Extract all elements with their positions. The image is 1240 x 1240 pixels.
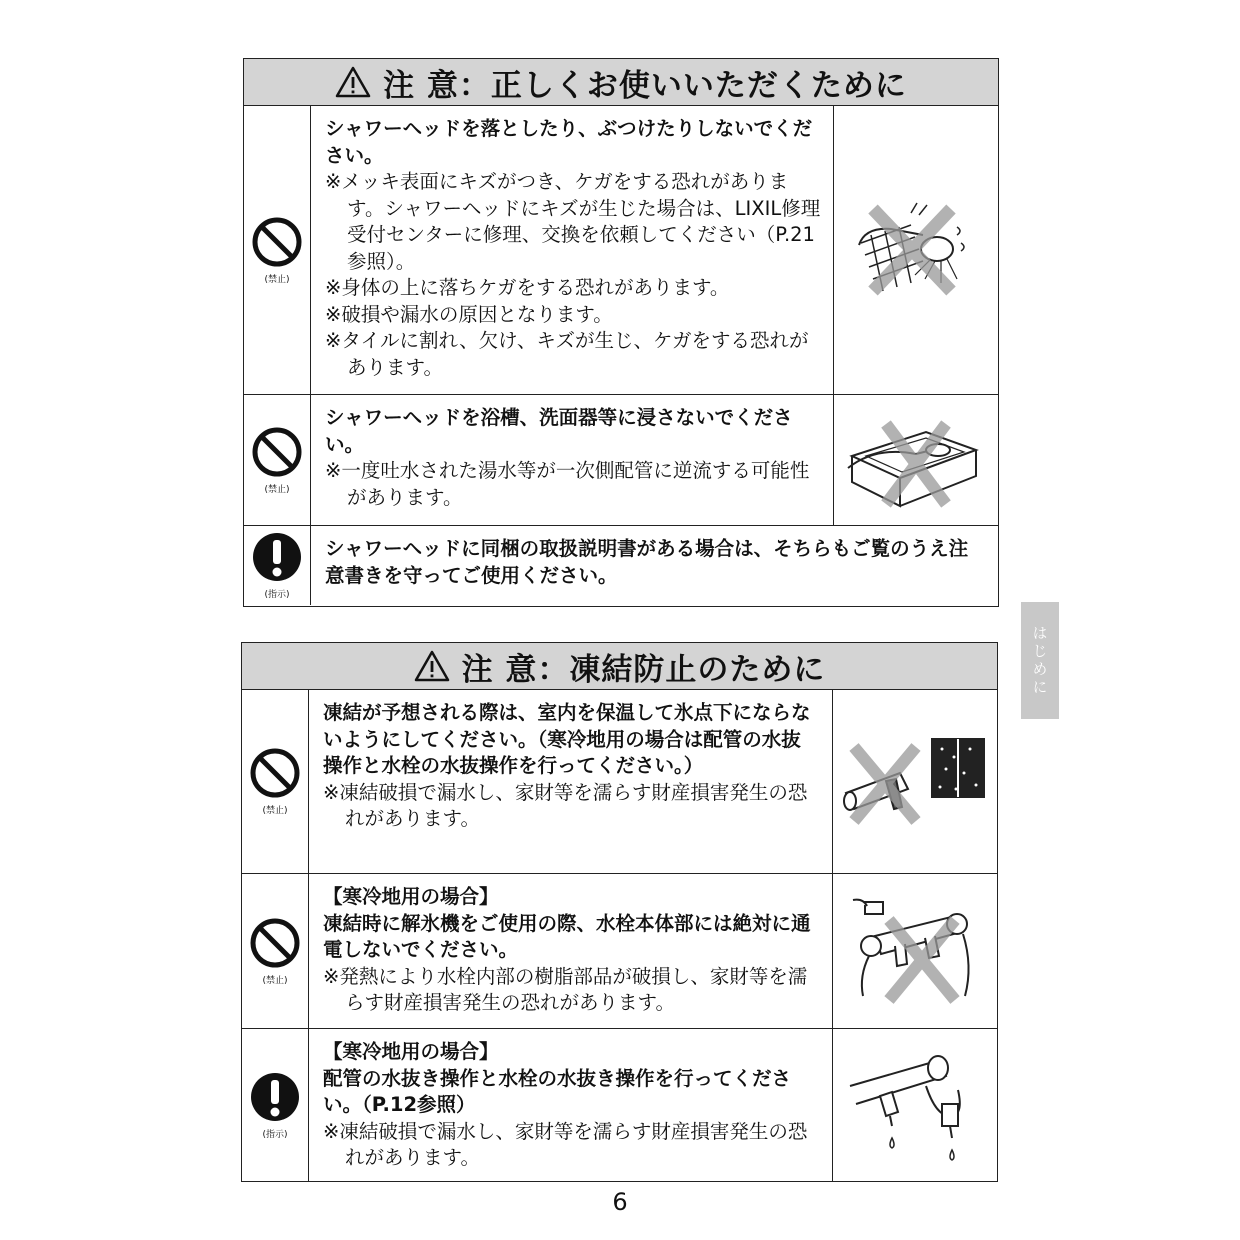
caution-note: ※発熱により水栓内部の樹脂部品が破損し、家財等を濡らす財産損害発生の恐れがあります。 <box>323 964 808 1014</box>
caution-title: 注 意：正しくお使いいただくために <box>383 67 907 104</box>
prohibition-mark <box>242 690 309 873</box>
caution-note: ※凍結破損で漏水し、家財等を濡らす財産損害発生の恐れがあります。 <box>323 780 808 830</box>
caution-main: シャワーヘッドを浴槽、洗面器等に浸さないでください。 <box>325 406 793 456</box>
caution-text <box>311 526 998 605</box>
illustration-cell <box>832 1029 997 1182</box>
caution-text <box>309 690 832 873</box>
caution-main: 配管の水抜き操作と水栓の水抜き操作を行ってください。（P.12参照） <box>323 1066 792 1116</box>
caution-row <box>244 395 998 526</box>
caution-text <box>311 106 833 394</box>
caution-main: シャワーヘッドに同梱の取扱説明書がある場合は、そちらもご覧のうえ注意書きを守ってご使用ください。 <box>325 537 969 587</box>
caution-title: 注 意：凍結防止のために <box>461 651 826 688</box>
exclamation-icon <box>249 1071 301 1123</box>
instruction-mark <box>244 526 311 605</box>
section-tab[interactable]: はじめに <box>1021 602 1059 719</box>
caution-note: ※メッキ表面にキズがつき、ケガをする恐れがあります。シャワーヘッドにキズが生じた場合は、LIXIL修理受付センターに修理、交換を依頼してください（P.21参照）。 <box>325 170 821 273</box>
caution-box-freezing <box>241 642 998 1182</box>
warning-triangle-icon <box>335 66 371 98</box>
caution-main: シャワーヘッドを落としたり、ぶつけたりしないでください。 <box>325 117 813 167</box>
submerged-shower-head-illustration <box>846 410 986 510</box>
prohibition-mark <box>244 395 311 525</box>
prohibition-mark <box>242 874 309 1028</box>
frozen-pipe-illustration <box>840 737 990 827</box>
caution-note: ※一度吐水された湯水等が一次側配管に逆流する可能性があります。 <box>325 459 810 509</box>
faucet-thawing-illustration <box>845 896 985 1006</box>
icon-label: (指示) <box>264 590 290 600</box>
instruction-mark <box>242 1029 309 1182</box>
caution-text <box>311 395 833 525</box>
caution-row <box>244 526 998 605</box>
illustration-cell <box>832 874 997 1028</box>
caution-note: ※凍結破損で漏水し、家財等を濡らす財産損害発生の恐れがあります。 <box>323 1119 808 1169</box>
warning-triangle-icon <box>414 650 450 682</box>
icon-label: (指示) <box>262 1130 288 1140</box>
caution-pre: 【寒冷地用の場合】 <box>323 1040 499 1063</box>
caution-row <box>242 874 997 1029</box>
prohibition-icon <box>249 747 301 799</box>
caution-text <box>309 1029 832 1182</box>
prohibition-icon <box>249 917 301 969</box>
illustration-cell <box>833 106 998 394</box>
exclamation-icon <box>251 531 303 583</box>
caution-main: 凍結が予想される際は、室内を保温して氷点下にならないようにしてください。（寒冷地用の場合は配管の水抜操作と水栓の水抜操作を行ってください。） <box>323 701 811 777</box>
icon-label: (禁止) <box>262 806 288 816</box>
illustration-cell <box>833 395 998 525</box>
caution-note: ※身体の上に落ちケガをする恐れがあります。 <box>325 276 730 299</box>
caution-row <box>242 1029 997 1182</box>
dropped-shower-head-illustration <box>851 195 981 305</box>
caution-row <box>242 690 997 874</box>
caution-note: ※破損や漏水の原因となります。 <box>325 302 613 326</box>
prohibition-icon <box>251 426 303 478</box>
faucet-draining-illustration <box>840 1046 990 1166</box>
icon-label: (禁止) <box>264 274 290 285</box>
caution-row <box>244 106 998 395</box>
caution-box-usage <box>243 58 999 607</box>
illustration-cell <box>832 690 997 873</box>
icon-label: (禁止) <box>262 975 288 986</box>
caution-main: 凍結時に解氷機をご使用の際、水栓本体部には絶対に通電しないでください。 <box>323 911 811 961</box>
caution-header <box>242 643 997 690</box>
caution-note: ※タイルに割れ、欠け、キズが生じ、ケガをする恐れがあります。 <box>325 329 809 379</box>
caution-pre: 【寒冷地用の場合】 <box>323 885 499 908</box>
caution-header <box>244 59 998 106</box>
prohibition-icon <box>251 216 303 268</box>
caution-text <box>309 874 832 1028</box>
icon-label: (禁止) <box>264 484 290 495</box>
prohibition-mark <box>244 106 311 394</box>
page-number: 6 <box>612 1188 628 1216</box>
